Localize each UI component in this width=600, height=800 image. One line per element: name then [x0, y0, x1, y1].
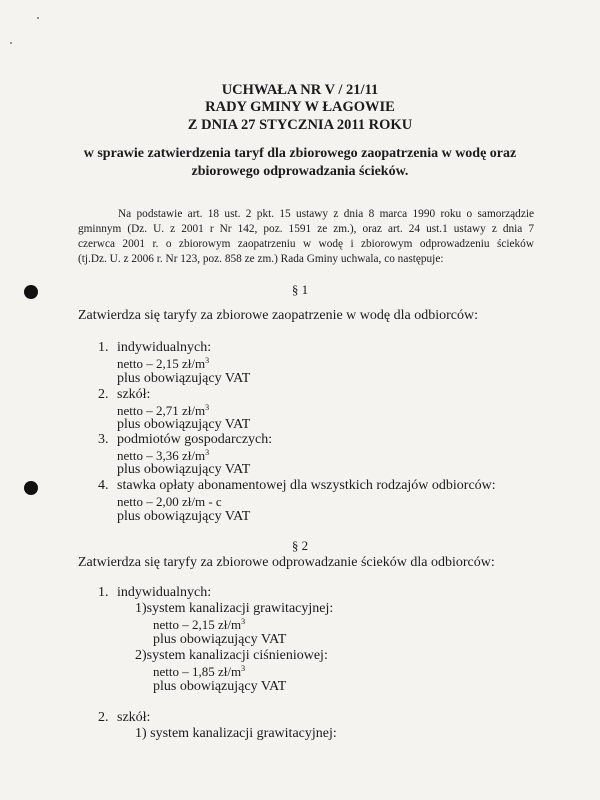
- item-vat: plus obowiązujący VAT: [117, 417, 251, 432]
- subject-line-1: w sprawie zatwierdzenia taryf dla zbiorowego zaopatrzenia w wodę oraz: [83, 146, 517, 161]
- scan-speck: [37, 17, 39, 19]
- preamble-line: gminnym (Dz. U. z 2001 r Nr 142, poz. 1591 ze zm.), oraz art. 24 ust.1 ustawy z dnia 7: [78, 223, 534, 235]
- item-price: netto – 2,71 $zł/m^3$: [117, 403, 210, 418]
- subject-line-2: zbiorowego odprowadzania ścieków.: [191, 164, 409, 179]
- item-label: szkół:: [117, 710, 151, 725]
- subitem-price: netto – 2,15 $zł/m^3$: [153, 617, 246, 632]
- subitem-price: netto – 1,85 $zł/m^3$: [153, 664, 246, 679]
- item-number: 3.: [98, 432, 109, 447]
- preamble: [78, 207, 534, 267]
- subitem-label: 1) system kanalizacji grawitacyjnej:: [135, 726, 337, 741]
- item-price: netto – 3,36 $zł/m^3$: [117, 448, 210, 463]
- section-1-intro: Zatwierdza się taryfy za zbiorowe zaopatrzenie w wodę dla odbiorców:: [78, 308, 478, 323]
- punch-hole: [24, 481, 38, 495]
- section-2-title: § 2: [291, 538, 309, 553]
- item-number: 2.: [98, 710, 109, 725]
- item-label: podmiotów gospodarczych:: [117, 432, 273, 447]
- item-price: netto – 2,15 $zł/m^3$: [117, 356, 210, 371]
- item-label: stawka opłaty abonamentowej dla wszystkich rodzajów odbiorców:: [117, 478, 496, 493]
- item-number: 4.: [98, 478, 109, 493]
- item-vat: plus obowiązujący VAT: [117, 462, 251, 477]
- subitem-vat: plus obowiązujący VAT: [153, 632, 287, 647]
- subitem-label: 2)system kanalizacji ciśnieniowej:: [135, 648, 328, 663]
- preamble-line: czerwca 2001 r. o zbiorowym zaopatrzeniu w wodę i zbiorowym odprowadzeniu ścieków: [78, 238, 534, 250]
- preamble-line: (tj.Dz. U. z 2006 r. Nr 123, poz. 858 ze zm.) Rada Gminy uchwala, co następuje:: [78, 253, 444, 265]
- resolution-number: UCHWAŁA NR V / 21/11: [221, 82, 379, 98]
- item-vat: plus obowiązujący VAT: [117, 371, 251, 386]
- scan-speck: [10, 42, 12, 44]
- item-number: 1.: [98, 585, 109, 600]
- item-number: 2.: [98, 387, 109, 402]
- subitem-label: 1)system kanalizacji grawitacyjnej:: [135, 601, 334, 616]
- item-label: indywidualnych:: [117, 585, 212, 600]
- item-price: netto – 2,00 zł/m - c: [117, 494, 222, 509]
- preamble-line: Na podstawie art. 18 ust. 2 pkt. 15 ustawy z dnia 8 marca 1990 roku o samorządzie: [118, 208, 534, 220]
- item-label: indywidualnych:: [117, 340, 212, 355]
- council-name: RADY GMINY W ŁAGOWIE: [205, 99, 395, 115]
- item-label: szkół:: [117, 387, 151, 402]
- section-1-title: § 1: [291, 282, 309, 297]
- section-2-intro: Zatwierdza się taryfy za zbiorowe odprowadzanie ścieków dla odbiorców:: [78, 555, 495, 570]
- item-number: 1.: [98, 340, 109, 355]
- subitem-vat: plus obowiązujący VAT: [153, 679, 287, 694]
- item-vat: plus obowiązujący VAT: [117, 509, 251, 524]
- resolution-date: Z DNIA 27 STYCZNIA 2011 ROKU: [187, 117, 413, 133]
